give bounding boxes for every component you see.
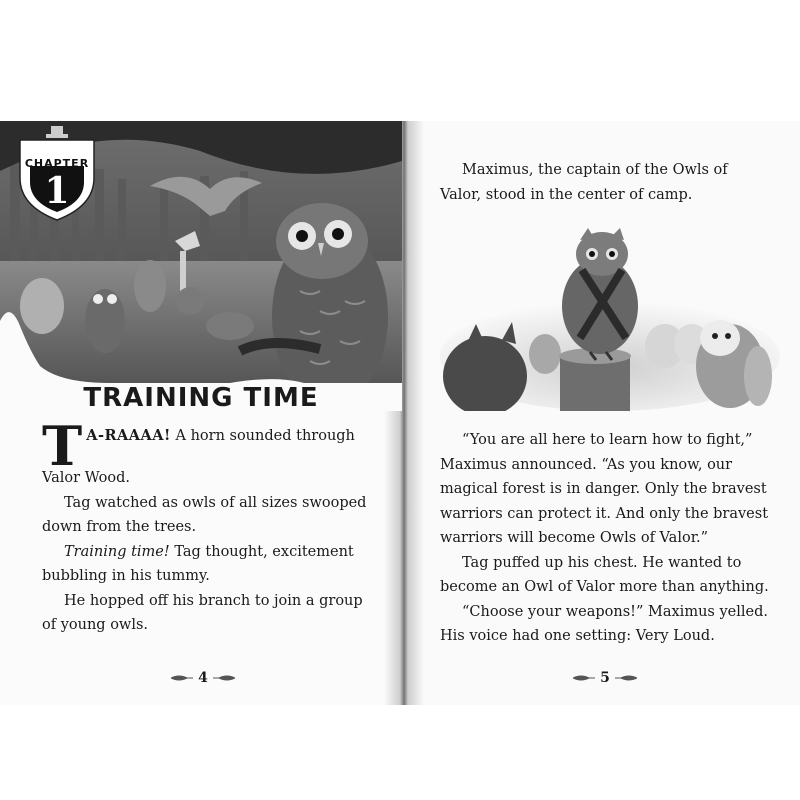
paragraph-4-line-1: He hopped off his branch to join a group — [64, 592, 363, 609]
paragraph-1-text: A horn sounded through — [170, 428, 355, 444]
text-line: magical forest is in danger. Only the bravest — [440, 481, 767, 497]
page-number-right — [555, 670, 655, 686]
paragraph-4-line-2: of young owls. — [42, 617, 149, 633]
leaf-ornament-icon — [615, 674, 637, 682]
text-line: become an Owl of Valor more than anything. — [440, 579, 769, 595]
intro-line-2: Valor, stood in the center of camp. — [440, 186, 693, 203]
horn-sound-text: A-RAAAA! — [86, 427, 171, 444]
text-line: “You are all here to learn how to fight,” — [462, 432, 753, 448]
right-page-text — [440, 428, 770, 649]
page-number-left — [153, 670, 253, 686]
chapter-number: 1 — [44, 170, 70, 212]
leaf-ornament-icon — [171, 674, 193, 682]
chapter-title: TRAINING TIME — [83, 383, 319, 413]
text-line: warriors can protect it. And only the bravest — [440, 505, 769, 522]
maximus-owl-illustration — [440, 226, 780, 411]
page-number: 4 — [198, 670, 208, 686]
drop-cap: T — [42, 414, 83, 478]
paragraph-3-text: Tag thought, excitement — [169, 543, 354, 560]
leaf-ornament-icon — [573, 674, 595, 682]
text-line: His voice had one setting: Very Loud. — [440, 628, 715, 644]
text-line: warriors will become Owls of Valor.” — [440, 530, 709, 546]
left-page-text — [42, 414, 382, 638]
intro-line-1: Maximus, the captain of the Owls of — [462, 162, 728, 178]
paragraph-2-line-1: Tag watched as owls of all sizes swooped — [64, 494, 367, 511]
paragraph-3-line-2: bubbling in his tummy. — [42, 568, 210, 584]
text-line: “Choose your weapons!” Maximus yelled. — [462, 603, 768, 620]
paragraph-1-line-2: Valor Wood. — [42, 470, 130, 486]
text-line: Maximus announced. “As you know, our — [440, 456, 733, 473]
paragraph-3-line-1 — [42, 540, 382, 565]
chapter-label: CHAPTER — [24, 157, 90, 170]
italic-thought: Training time! — [64, 543, 170, 560]
leaf-ornament-icon — [213, 674, 235, 682]
right-page-intro — [440, 158, 770, 207]
paragraph-2-line-2: down from the trees. — [42, 519, 197, 535]
page-number: 5 — [600, 670, 610, 686]
text-line: Tag puffed up his chest. He wanted to — [462, 554, 742, 571]
